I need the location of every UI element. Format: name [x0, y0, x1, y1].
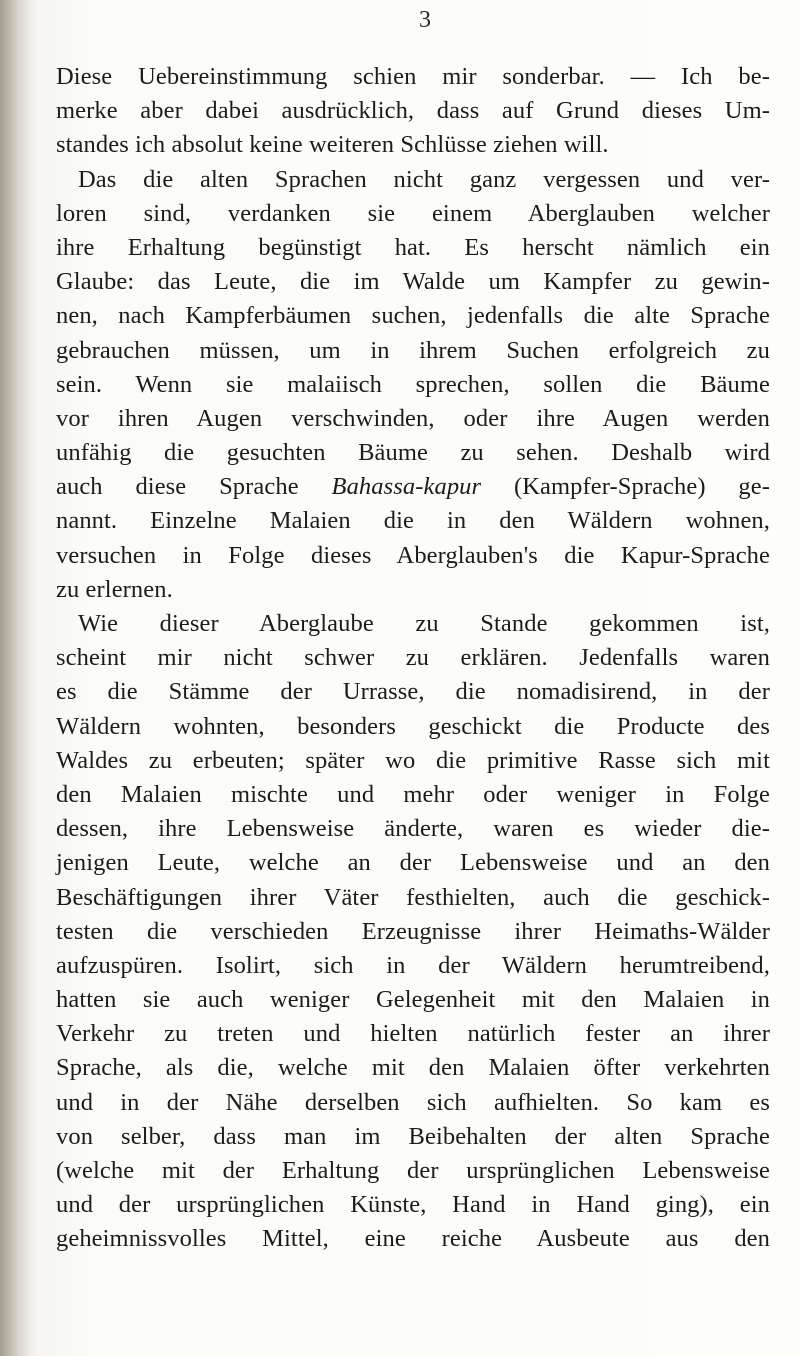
text-line: und der ursprünglichen Künste, Hand in Hand ging), ein [56, 1191, 770, 1219]
text-line: und in der Nähe derselben sich aufhielten. So kam es [56, 1088, 770, 1116]
text-line: von selber, dass man im Beibehalten der alten Sprache [56, 1122, 770, 1150]
binding-shadow [0, 0, 34, 1356]
text-line: (welche mit der Erhaltung der ursprünglichen Lebensweise [56, 1157, 770, 1184]
text-line: Beschäftigungen ihrer Väter festhielten, auch die geschick- [56, 883, 770, 911]
emphasized-term: Bahassa-kapur [331, 473, 482, 501]
text-line: loren sind, verdanken sie einem Aberglauben welcher [56, 199, 770, 227]
text-line: zu erlernen. [56, 575, 173, 603]
text-line: Sprache, als die, welche mit den Malaien öfter verkehrten [56, 1054, 770, 1082]
text-line: Waldes zu erbeuten; später wo die primitive Rasse sich mit [56, 746, 770, 774]
text-line: ihre Erhaltung begünstigt hat. Es herscht nämlich ein [56, 233, 770, 261]
text-line: hatten sie auch weniger Gelegenheit mit den Malaien in [56, 986, 770, 1014]
text-line: den Malaien mischte und mehr oder weniger in Folge [56, 780, 770, 808]
body-text [56, 60, 770, 1257]
text-line: nannt. Einzelne Malaien die in den Wäldern wohnen, [56, 507, 770, 535]
text-line: es die Stämme der Urrasse, die nomadisirend, in der [56, 678, 770, 706]
text-line: Glaube: das Leute, die im Walde um Kampfer zu gewin- [56, 268, 770, 296]
text-segment: auch diese Sprache [56, 473, 332, 501]
text-segment: (Kampfer-Sprache) ge- [481, 473, 770, 501]
text-line: Verkehr zu treten und hielten natürlich fester an ihrer [56, 1020, 770, 1048]
text-line: sein. Wenn sie malaiisch sprechen, sollen die Bäume [56, 370, 770, 398]
text-line: Das die alten Sprachen nicht ganz vergessen und ver- [78, 165, 770, 193]
text-line: testen die verschieden Erzeugnisse ihrer Heimaths-Wälder [56, 917, 770, 945]
text-line: standes ich absolut keine weiteren Schlüsse ziehen will. [56, 131, 609, 159]
text-line: versuchen in Folge dieses Aberglauben's die Kapur-Sprache [56, 541, 770, 569]
text-line: dessen, ihre Lebensweise änderte, waren es wieder die- [56, 815, 770, 843]
text-line: merke aber dabei ausdrücklich, dass auf Grund dieses Um- [56, 97, 770, 125]
text-line: nen, nach Kampferbäumen suchen, jedenfalls die alte Sprache [56, 302, 770, 330]
text-line [56, 470, 770, 504]
page-number: 3 [419, 7, 431, 33]
text-line: aufzuspüren. Isolirt, sich in der Wäldern herumtreibend, [56, 951, 770, 979]
text-line: gebrauchen müssen, um in ihrem Suchen erfolgreich zu [56, 336, 770, 364]
text-line: Diese Uebereinstimmung schien mir sonderbar. — Ich be- [56, 63, 770, 90]
text-line: Wäldern wohnten, besonders geschickt die Producte des [56, 712, 770, 740]
text-line: scheint mir nicht schwer zu erklären. Jedenfalls waren [56, 644, 770, 672]
text-line: unfähig die gesuchten Bäume zu sehen. Deshalb wird [56, 439, 770, 467]
text-line: vor ihren Augen verschwinden, oder ihre Augen werden [56, 404, 770, 432]
text-line: jenigen Leute, welche an der Lebensweise und an den [56, 849, 770, 877]
text-line: geheimnissvolles Mittel, eine reiche Ausbeute aus den [56, 1225, 770, 1253]
text-line: Wie dieser Aberglaube zu Stande gekommen ist, [78, 610, 770, 637]
